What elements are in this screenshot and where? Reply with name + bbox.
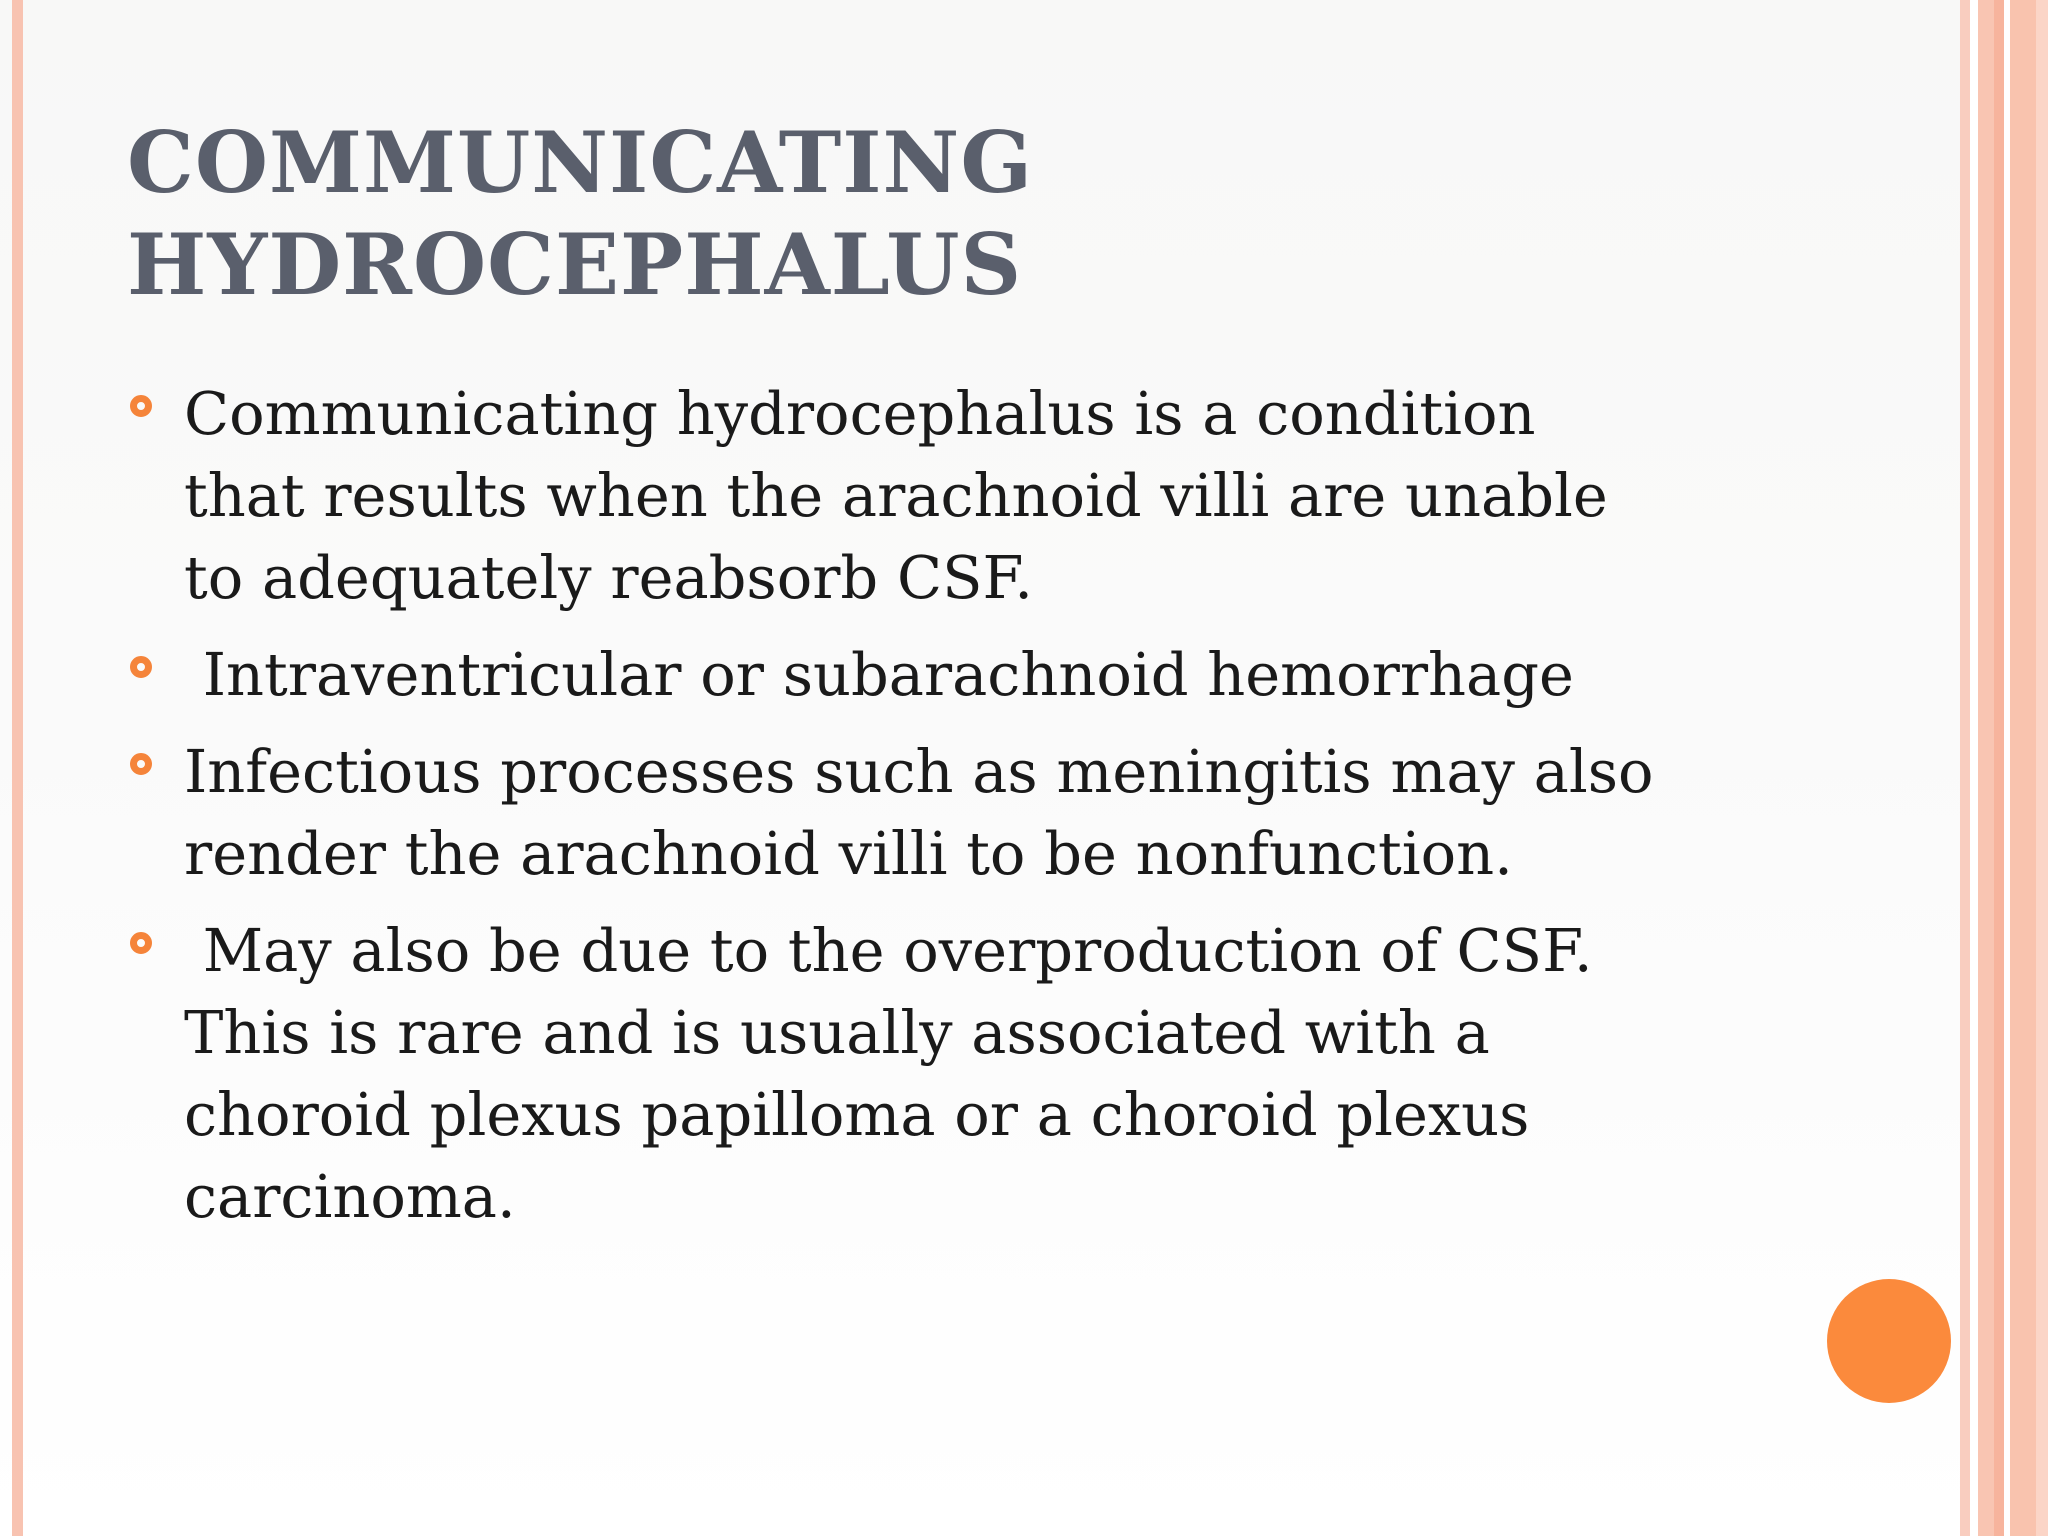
orange-circle-icon (1827, 1279, 1951, 1403)
bullet-item (126, 910, 1766, 1238)
bullet-circle-icon (130, 656, 152, 678)
bullet-text: Communicating hydrocephalus is a condition (184, 379, 1536, 448)
bullet-list (126, 373, 1766, 1253)
bullet-circle-icon (130, 395, 152, 417)
right-border-stripe (1994, 0, 2004, 1536)
right-border-stripe (2036, 0, 2048, 1536)
right-border-stripe (1970, 0, 1978, 1536)
bullet-text: carcinoma. (184, 1162, 516, 1231)
bullet-text: May also be due to the overproduction of CSF. (184, 916, 1593, 985)
slide-title (127, 112, 1627, 316)
bullet-text: choroid plexus papilloma or a choroid plexus (184, 1080, 1530, 1149)
right-border-stripe (1978, 0, 1994, 1536)
bullet-text: render the arachnoid villi to be nonfunction. (184, 819, 1513, 888)
bullet-item (126, 731, 1766, 895)
left-border-stripe (12, 0, 23, 1536)
bullet-circle-icon (130, 932, 152, 954)
bullet-text: Infectious processes such as meningitis may also (184, 737, 1654, 806)
right-border-stripe (2010, 0, 2036, 1536)
right-border-stripe (1960, 0, 1970, 1536)
bullet-text: to adequately reabsorb CSF. (184, 543, 1034, 612)
bullet-text: Intraventricular or subarachnoid hemorrhage (184, 640, 1574, 709)
bullet-item (126, 634, 1766, 716)
title-line: COMMUNICATING (127, 113, 1034, 212)
bullet-circle-icon (130, 753, 152, 775)
title-line: HYDROCEPHALUS (127, 215, 1023, 314)
bullet-text: that results when the arachnoid villi are unable (184, 461, 1608, 530)
bullet-item (126, 373, 1766, 619)
bullet-text: This is rare and is usually associated with a (184, 998, 1490, 1067)
